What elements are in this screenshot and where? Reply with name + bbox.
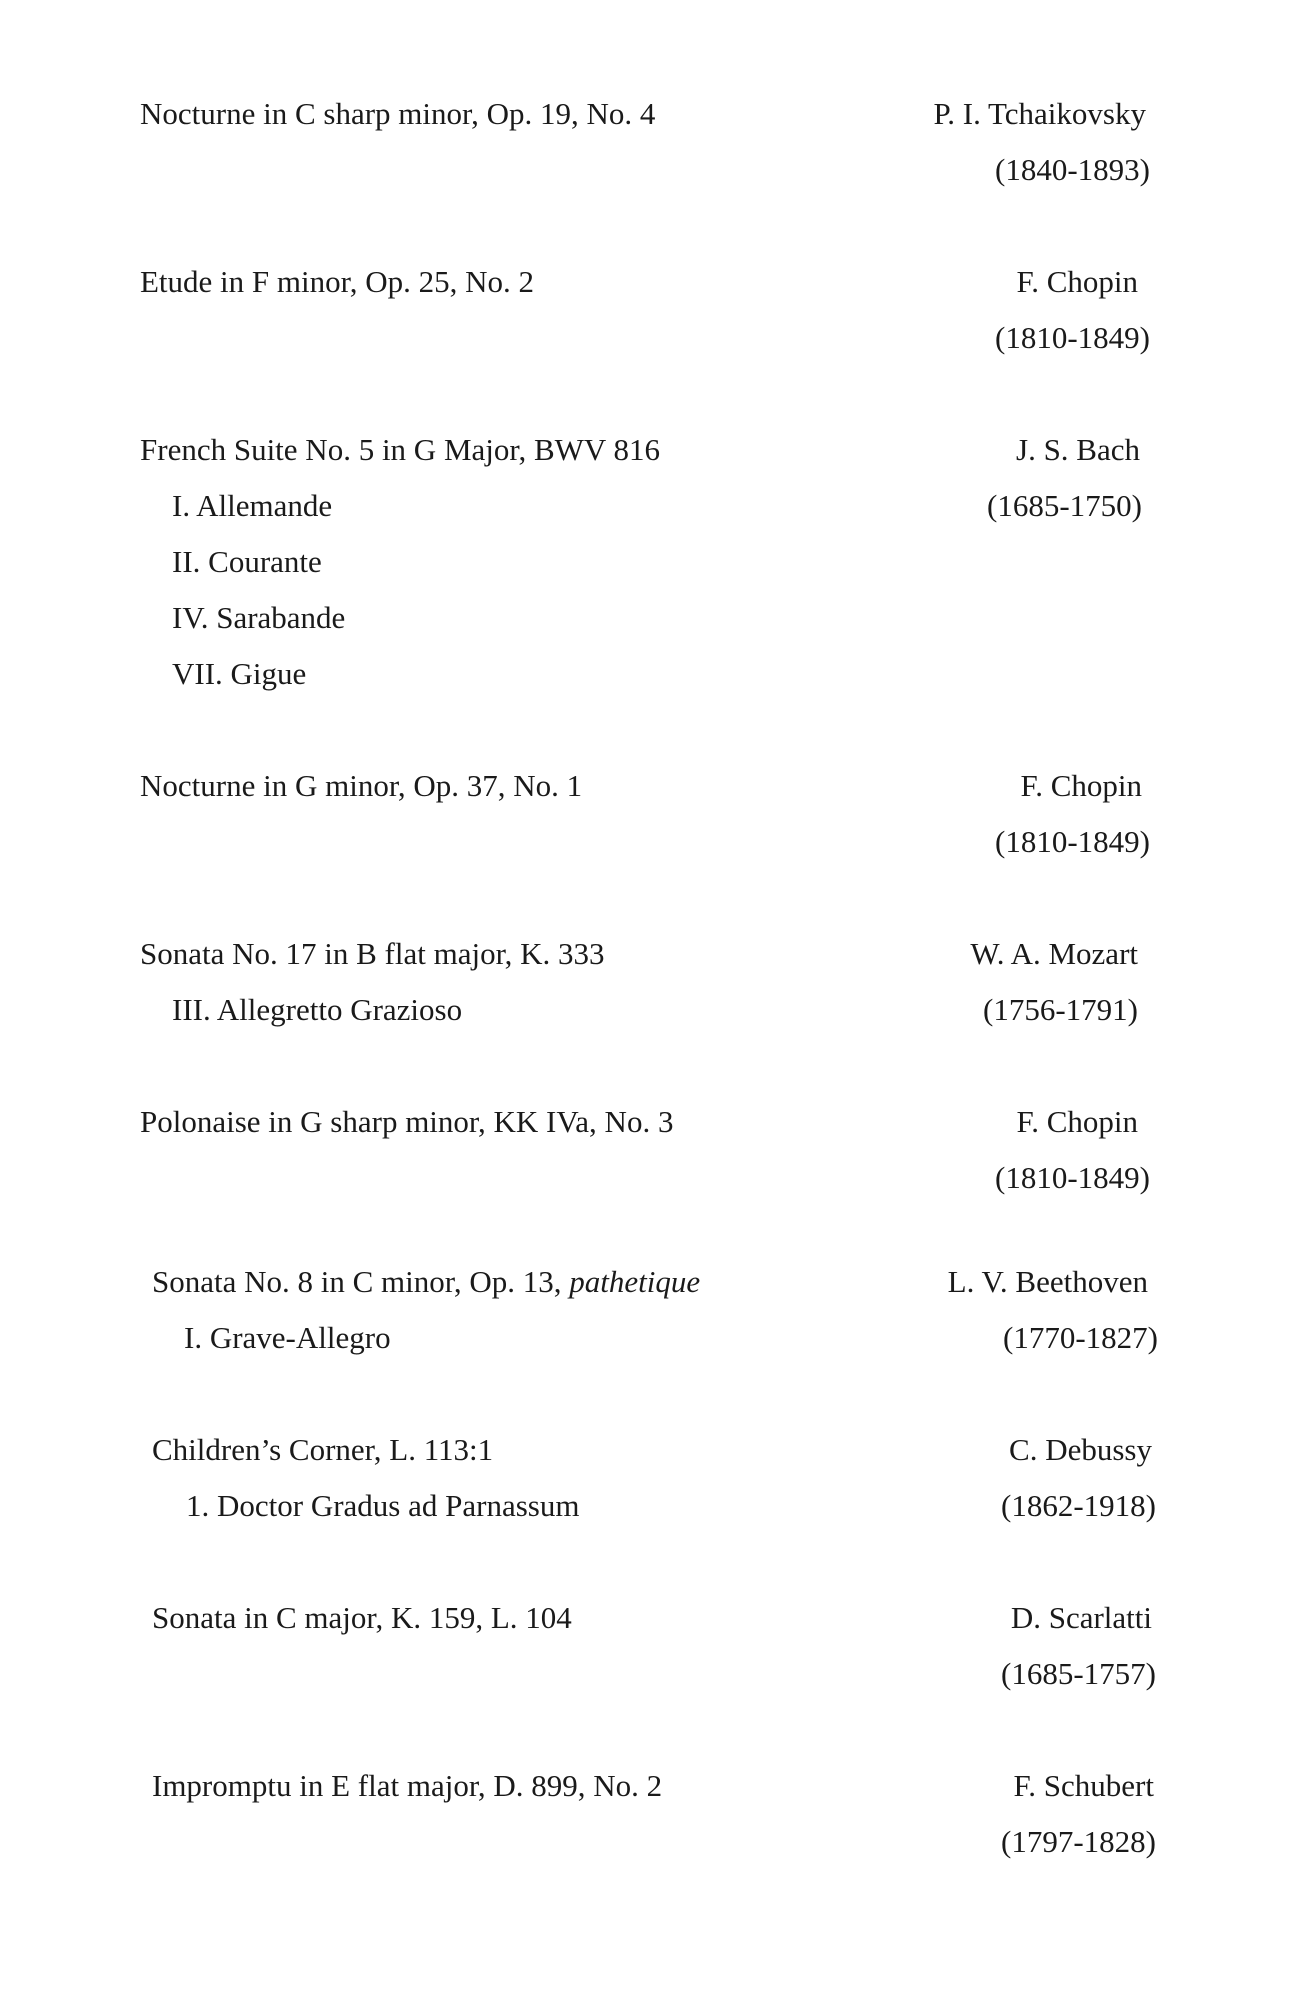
piece-title: Impromptu in E flat major, D. 899, No. 2 — [152, 1768, 663, 1803]
piece-title: Nocturne in G minor, Op. 37, No. 1 — [140, 768, 583, 803]
composer-name: F. Chopin — [1016, 1104, 1138, 1139]
piece-title: Polonaise in G sharp minor, KK IVa, No. 3 — [140, 1104, 674, 1139]
movement-title: VII. Gigue — [172, 656, 307, 691]
composer-name: F. Schubert — [1013, 1768, 1154, 1803]
composer-name: C. Debussy — [1009, 1432, 1152, 1467]
piece-title: Children’s Corner, L. 113:1 — [152, 1432, 494, 1467]
movement-title: III. Allegretto Grazioso — [172, 992, 463, 1027]
composer-name: W. A. Mozart — [970, 936, 1138, 971]
composer-name: D. Scarlatti — [1010, 1600, 1152, 1635]
composer-dates: (1840-1893) — [995, 152, 1150, 187]
movement-title: 1. Doctor Gradus ad Parnassum — [186, 1488, 580, 1523]
movement-title: II. Courante — [172, 544, 322, 579]
piece-title: Etude in F minor, Op. 25, No. 2 — [140, 264, 534, 299]
composer-name: F. Chopin — [1016, 264, 1138, 299]
composer-name: J. S. Bach — [1016, 432, 1140, 467]
piece-title — [152, 1262, 700, 1302]
movement-title: I. Grave-Allegro — [184, 1320, 391, 1355]
piece-title: Sonata No. 17 in B flat major, K. 333 — [140, 936, 605, 971]
piece-title-main: Sonata No. 8 in C minor, Op. 13, — [152, 1264, 562, 1299]
composer-dates: (1862-1918) — [1001, 1488, 1156, 1523]
composer-name: F. Chopin — [1020, 768, 1142, 803]
movement-title: IV. Sarabande — [172, 600, 346, 635]
composer-dates: (1797-1828) — [1001, 1824, 1156, 1859]
composer-name: P. I. Tchaikovsky — [933, 96, 1146, 131]
composer-name: L. V. Beethoven — [947, 1264, 1148, 1299]
piece-title: French Suite No. 5 in G Major, BWV 816 — [140, 432, 660, 467]
piece-title: Sonata in C major, K. 159, L. 104 — [152, 1600, 572, 1635]
composer-dates: (1756-1791) — [983, 992, 1138, 1027]
composer-dates: (1810-1849) — [995, 1160, 1150, 1195]
composer-dates: (1810-1849) — [995, 320, 1150, 355]
composer-dates: (1685-1757) — [1001, 1656, 1156, 1691]
movement-title: I. Allemande — [172, 488, 333, 523]
piece-title: Nocturne in C sharp minor, Op. 19, No. 4 — [140, 96, 656, 131]
composer-dates: (1685-1750) — [987, 488, 1142, 523]
composer-dates: (1810-1849) — [995, 824, 1150, 859]
piece-nickname: pathetique — [569, 1264, 701, 1299]
composer-dates: (1770-1827) — [1003, 1320, 1158, 1355]
